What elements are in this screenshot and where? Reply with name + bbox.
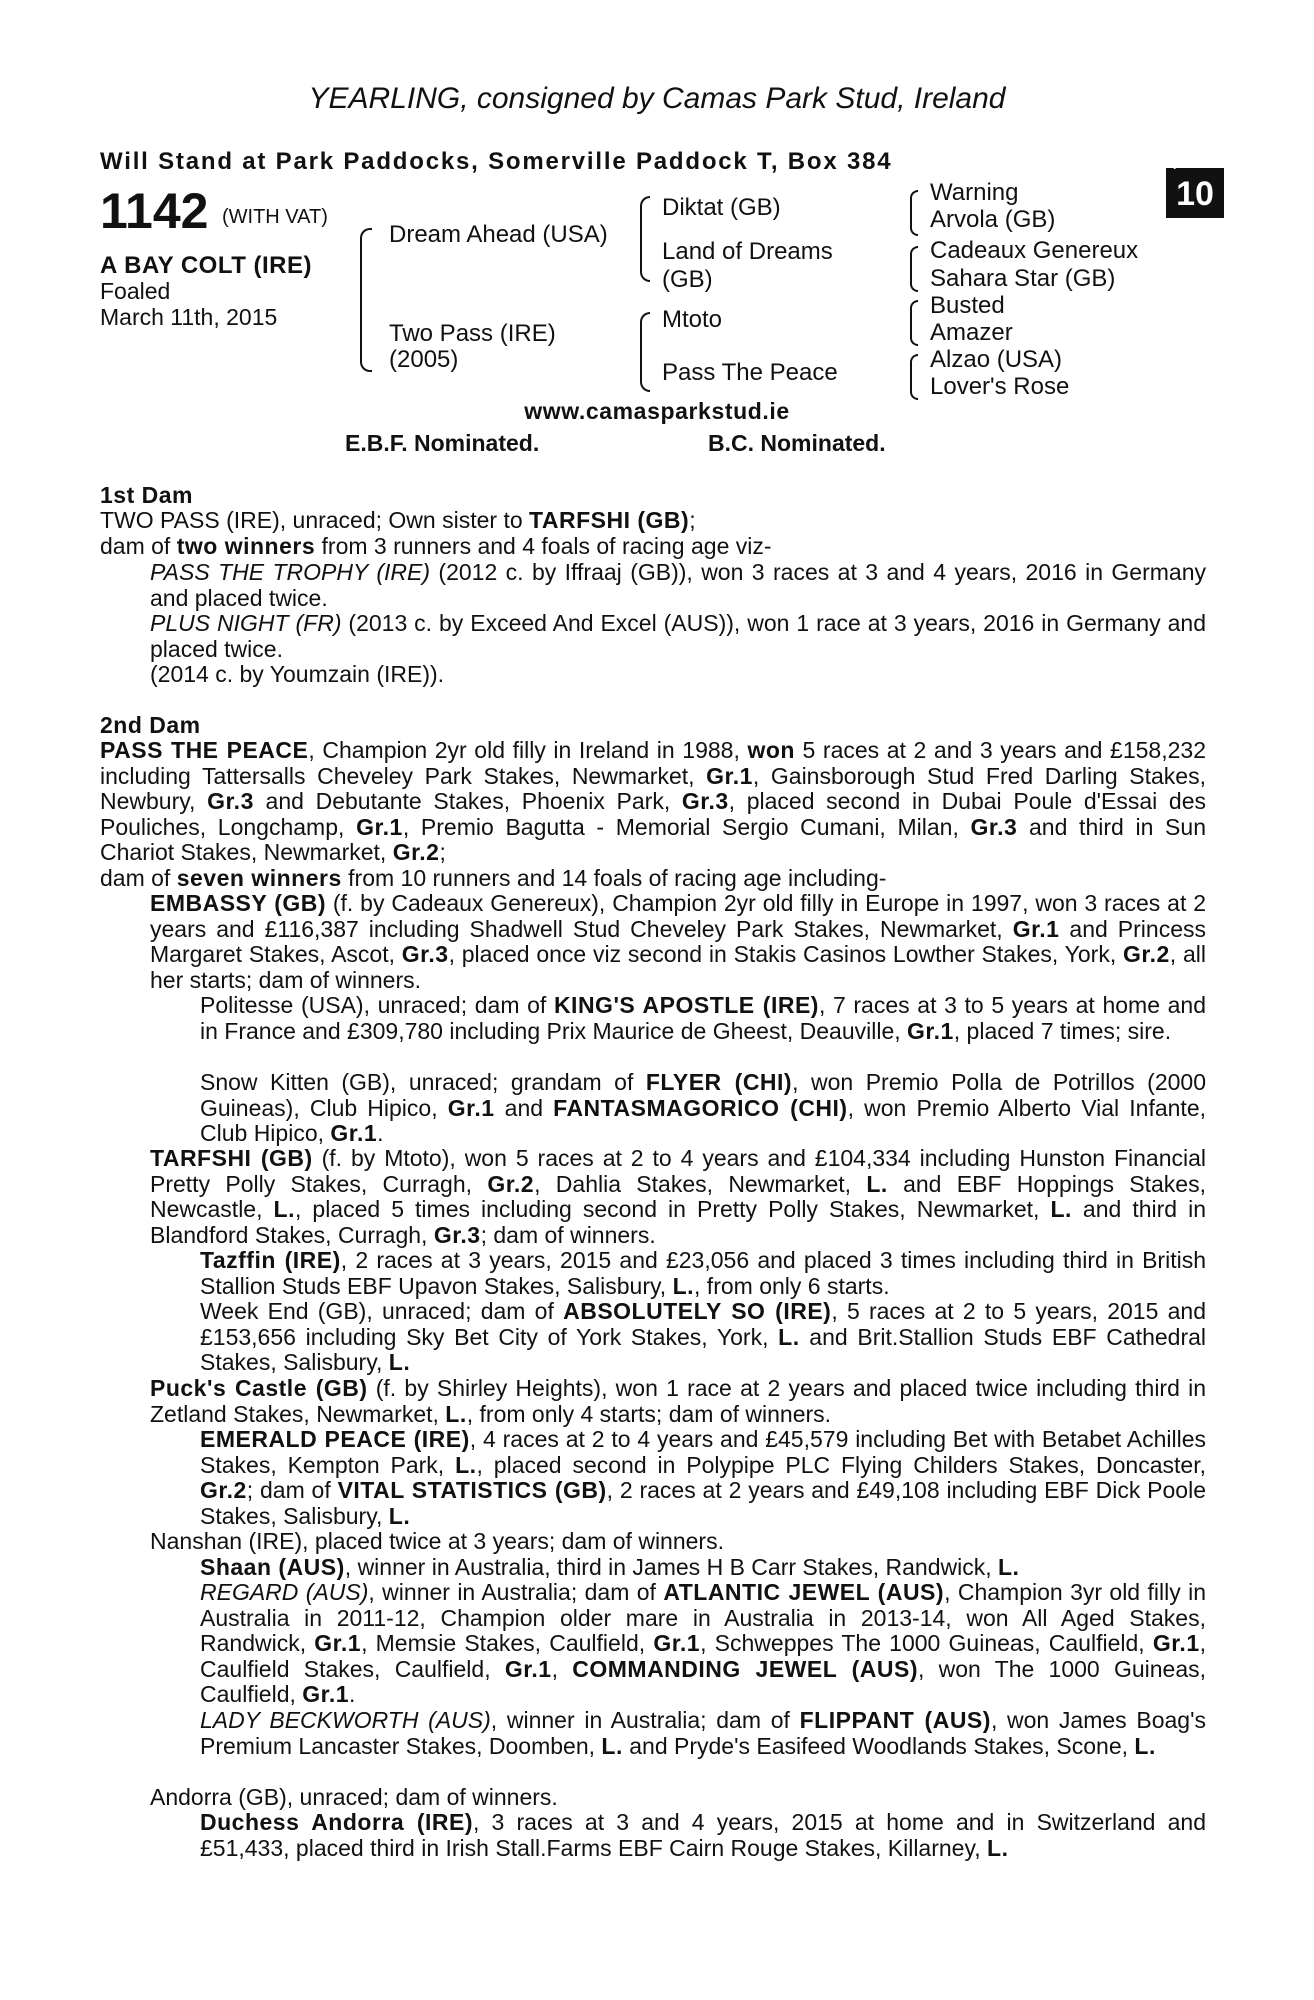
badge-10: [1166, 157, 1224, 218]
first-dam-intro: TWO PASS (IRE), unraced; Own sister to TARFSHI (GB);: [100, 507, 696, 533]
second-dam-text: PASS THE PEACE, Champion 2yr old filly in Ireland in 1988, won 5 races at 2 and 3 years and £158,232 including Tattersalls Cheveley Park Stakes, Newmarket, Gr.1, Gainsborough Stud Fred Darling Stakes, Newbury, Gr.3 and Debutante Stakes, Phoenix Park, Gr.3, placed second in Dubai Poule d'Essai des Pouliches, Longchamp, Gr.1, Premio Bagutta - Memorial Sergio Cumani, Milan, Gr.3 and third in Sun Chariot Stakes, Newmarket, Gr.2;: [100, 737, 1207, 865]
pedigree-granddam-paternal: Land of Dreams: [662, 238, 833, 265]
pedigree-g3-4: Sahara Star (GB): [930, 265, 1116, 292]
pedigree-brace-g4: [910, 354, 918, 400]
lady-beckworth-entry: LADY BECKWORTH (AUS), winner in Australia; dam of FLIPPANT (AUS), won James Boag's Premium Lancaster Stakes, Doomben, L. and Pryde's Easifeed Woodlands Stakes, Scone, L.: [200, 1707, 1206, 1759]
snow-kitten-entry: Snow Kitten (GB), unraced; grandam of FLYER (CHI), won Premio Polla de Potrillos (2000 Guineas), Club Hipico, Gr.1 and FANTASMAGORICO (CHI), won Premio Alberto Vial Infante, Club Hipico, Gr.1.: [200, 1069, 1206, 1146]
pedigree-brace-main: [360, 228, 372, 372]
pedigree-g3-8: Lover's Rose: [930, 373, 1070, 400]
pucks-castle-entry: Puck's Castle (GB) (f. by Shirley Heights), won 1 race at 2 years and placed twice including third in Zetland Stakes, Newmarket, L., from only 4 starts; dam of winners.: [150, 1375, 1207, 1427]
tarfshi-entry: TARFSHI (GB) (f. by Mtoto), won 5 races at 2 to 4 years and £104,334 including Hunston Financial Pretty Polly Stakes, Curragh, Gr.2, Dahlia Stakes, Newmarket, L. and EBF Hoppings Stakes, Newcastle, L., placed 5 times including second in Pretty Polly Stakes, Newmarket, L. and third in Blandford Stakes, Curragh, Gr.3; dam of winners.: [150, 1145, 1207, 1248]
lot-number: 1142: [100, 183, 209, 239]
tazffin-entry: Tazffin (IRE), 2 races at 3 years, 2015 and £23,056 and placed 3 times including third in British Stallion Studs EBF Upavon Stakes, Salisbury, L., from only 6 starts.: [200, 1247, 1206, 1299]
second-dam-heading: 2nd Dam: [100, 712, 201, 738]
foaled-date: March 11th, 2015: [100, 304, 278, 330]
page-heading: YEARLING, consigned by Camas Park Stud, Ireland: [308, 82, 1006, 115]
foaled-label: Foaled: [100, 278, 171, 304]
website: www.camasparkstud.ie: [524, 398, 790, 424]
duchess-andorra-entry: Duchess Andorra (IRE), 3 races at 3 and 4 years, 2015 at home and in Switzerland and £51,433, placed third in Irish Stall.Farms EBF Cairn Rouge Stakes, Killarney, L.: [200, 1809, 1206, 1861]
pedigree-g3-5: Busted: [930, 292, 1005, 319]
pedigree-grandsire-paternal: Diktat (GB): [662, 194, 781, 221]
badge-value: 10: [1176, 175, 1214, 213]
week-end-entry: Week End (GB), unraced; dam of ABSOLUTELY SO (IRE), 5 races at 2 to 5 years, 2015 and £153,656 including Sky Bet City of York Stakes, York, L. and Brit.Stallion Studs EBF Cathedral Stakes, Salisbury, L.: [200, 1298, 1206, 1375]
first-dam-heading: 1st Dam: [100, 482, 193, 508]
pedigree-dam-year: (2005): [389, 346, 459, 373]
pedigree-brace-sire: [640, 196, 650, 282]
produce-2014: (2014 c. by Youmzain (IRE)).: [150, 661, 445, 687]
bc-nomination: B.C. Nominated.: [708, 430, 886, 456]
produce-2013: PLUS NIGHT (FR) (2013 c. by Exceed And Excel (AUS)), won 1 race at 3 years, 2016 in Germany and placed twice.: [150, 610, 1206, 662]
regard-entry: REGARD (AUS), winner in Australia; dam of ATLANTIC JEWEL (AUS), Champion 3yr old filly in Australia in 2011-12, Champion older mare in Australia in 2013-14, won All Aged Stakes, Randwick, Gr.1, Memsie Stakes, Caulfield, Gr.1, Schweppes The 1000 Guineas, Caulfield, Gr.1, Caulfield Stakes, Caulfield, Gr.1, COMMANDING JEWEL (AUS), won The 1000 Guineas, Caulfield, Gr.1.: [200, 1579, 1207, 1707]
second-dam-dam-line: dam of seven winners from 10 runners and 14 foals of racing age including-: [100, 865, 887, 891]
pedigree-brace-dam: [640, 312, 650, 392]
pedigree-g3-6: Amazer: [930, 319, 1013, 346]
first-dam-dam-line: dam of two winners from 3 runners and 4 foals of racing age viz-: [100, 533, 772, 559]
pedigree-dam: Two Pass (IRE): [389, 320, 556, 347]
pedigree-g3-7: Alzao (USA): [930, 346, 1063, 373]
pedigree-brace-g1: [910, 190, 918, 236]
pedigree-g3-2: Arvola (GB): [930, 206, 1056, 233]
politesse-entry: Politesse (USA), unraced; dam of KING'S APOSTLE (IRE), 7 races at 3 to 5 years at home and in France and £309,780 including Prix Maurice de Gheest, Deauville, Gr.1, placed 7 times; sire.: [200, 992, 1206, 1044]
pedigree-g3-1: Warning: [930, 179, 1019, 206]
pedigree-grandsire-maternal: Mtoto: [662, 306, 723, 333]
embassy-entry: EMBASSY (GB) (f. by Cadeaux Genereux), Champion 2yr old filly in Europe in 1997, won 3 races at 2 years and £116,387 including Shadwell Stud Cheveley Park Stakes, Newmarket, Gr.1 and Princess Margaret Stakes, Ascot, Gr.3, placed once viz second in Stakis Casinos Lowther Stakes, York, Gr.2, all her starts; dam of winners.: [150, 890, 1207, 993]
lot-description: A BAY COLT (IRE): [100, 252, 313, 279]
ebf-nomination: E.B.F. Nominated.: [345, 430, 540, 456]
produce-2012: PASS THE TROPHY (IRE) (2012 c. by Iffraaj (GB)), won 3 races at 3 and 4 years, 2016 in Germany and placed twice.: [150, 559, 1206, 611]
pedigree-brace-g3: [910, 300, 918, 346]
emerald-peace-entry: EMERALD PEACE (IRE), 4 races at 2 to 4 years and £45,579 including Bet with Betabet Achilles Stakes, Kempton Park, L., placed second in Polypipe PLC Flying Childers Stakes, Doncaster, Gr.2; dam of VITAL STATISTICS (GB), 2 races at 2 years and £49,108 including EBF Dick Poole Stakes, Salisbury, L.: [200, 1426, 1207, 1529]
andorra-entry: Andorra (GB), unraced; dam of winners.: [150, 1784, 558, 1810]
lot-vat: (WITH VAT): [222, 206, 328, 228]
shaan-entry: Shaan (AUS), winner in Australia, third in James H B Carr Stakes, Randwick, L.: [200, 1554, 1020, 1580]
badge-plus: +: [1170, 157, 1180, 174]
pedigree-granddam-paternal-country: (GB): [662, 266, 713, 293]
pedigree-granddam-maternal: Pass The Peace: [662, 359, 838, 386]
pedigree-brace-g2: [910, 246, 918, 292]
nanshan-entry: Nanshan (IRE), placed twice at 3 years; dam of winners.: [150, 1528, 724, 1554]
pedigree-sire: Dream Ahead (USA): [389, 221, 608, 248]
pedigree-g3-3: Cadeaux Genereux: [930, 237, 1139, 264]
stand-info: Will Stand at Park Paddocks, Somerville Paddock T, Box 384: [100, 148, 893, 175]
